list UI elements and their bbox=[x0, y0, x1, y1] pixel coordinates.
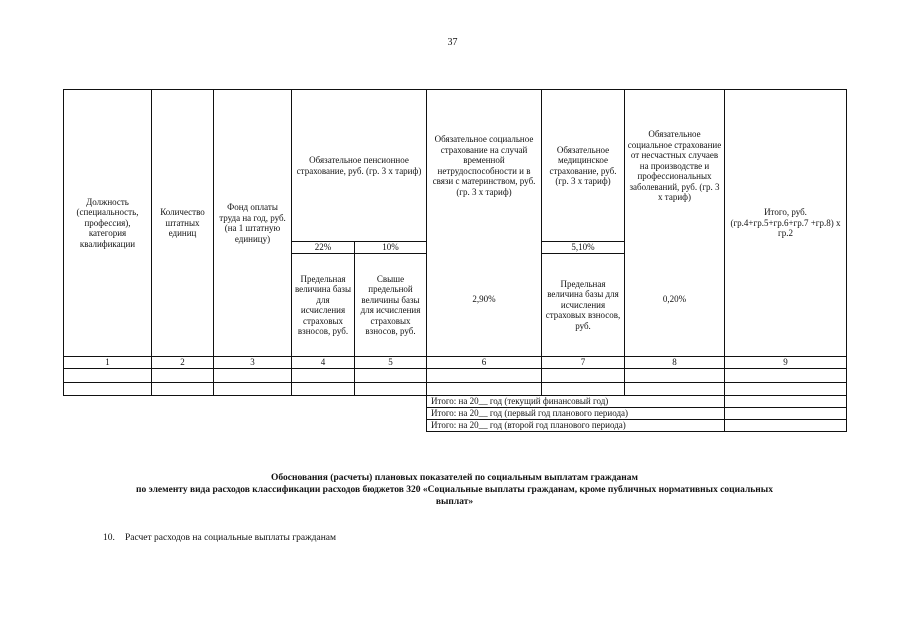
accident-rate: 0,20% bbox=[625, 242, 725, 357]
column-number: 7 bbox=[542, 357, 625, 369]
table-row bbox=[64, 383, 847, 396]
header-staff-count: Количество штатных единиц bbox=[152, 90, 214, 357]
column-number: 4 bbox=[292, 357, 355, 369]
medical-limit-base: Предельная величина базы для исчисления страховых взносов, руб. bbox=[542, 254, 625, 357]
page-number: 37 bbox=[447, 37, 458, 48]
item-text: Расчет расходов на социальные выплаты гражданам bbox=[125, 533, 337, 543]
column-numbers-row bbox=[64, 357, 847, 369]
section-item bbox=[103, 533, 336, 543]
section-title-line: по элементу вида расходов классификации расходов бюджетов 320 «Социальные выплаты гражданам, кроме публичных нормативных социальных bbox=[136, 485, 773, 495]
column-number: 8 bbox=[625, 357, 725, 369]
pension-rate-22: 22% bbox=[292, 242, 355, 254]
header-payroll: Фонд оплаты труда на год, руб. (на 1 штатную единицу) bbox=[214, 90, 292, 357]
total-label: Итого: на 20__ год (второй год планового периода) bbox=[427, 420, 725, 432]
pension-rate-10: 10% bbox=[355, 242, 427, 254]
column-number: 5 bbox=[355, 357, 427, 369]
header-social: Обязательное социальное страхование на случай временной нетрудоспособности и в связи с материнством, руб. (гр. 3 х тариф) bbox=[427, 90, 542, 242]
total-label: Итого: на 20__ год (текущий финансовый год) bbox=[427, 396, 725, 408]
column-number: 9 bbox=[725, 357, 847, 369]
pension-limit-base: Предельная величина базы для исчисления страховых взносов, руб. bbox=[292, 254, 355, 357]
social-rate: 2,90% bbox=[427, 242, 542, 357]
section-title bbox=[63, 472, 846, 508]
section-title-line: Обоснования (расчеты) плановых показателей по социальным выплатам гражданам bbox=[270, 473, 638, 483]
section-title-line: выплат» bbox=[435, 497, 474, 507]
column-number: 6 bbox=[427, 357, 542, 369]
medical-rate: 5,10% bbox=[542, 242, 625, 254]
column-number: 3 bbox=[214, 357, 292, 369]
column-number: 2 bbox=[152, 357, 214, 369]
header-pension: Обязательное пенсионное страхование, руб. (гр. 3 х тариф) bbox=[292, 90, 427, 242]
header-medical: Обязательное медицинское страхование, руб. (гр. 3 х тариф) bbox=[542, 90, 625, 242]
header-accident: Обязательное социальное страхование от несчастных случаев на производстве и профессиональных заболеваний, руб. (гр. 3 х тариф) bbox=[625, 90, 725, 242]
total-row bbox=[64, 420, 847, 432]
insurance-contributions-table bbox=[63, 89, 847, 432]
total-row bbox=[64, 396, 847, 408]
table-row bbox=[64, 369, 847, 383]
total-row bbox=[64, 408, 847, 420]
header-position: Должность (специальность, профессия), категория квалификации bbox=[64, 90, 152, 357]
column-number: 1 bbox=[64, 357, 152, 369]
total-label: Итого: на 20__ год (первый год планового периода) bbox=[427, 408, 725, 420]
header-total: Итого, руб. (гр.4+гр.5+гр.6+гр.7 +гр.8) х гр.2 bbox=[725, 90, 847, 357]
item-number: 10. bbox=[103, 533, 115, 543]
pension-above-limit: Свыше предельной величины базы для исчисления страховых взносов, руб. bbox=[355, 254, 427, 357]
